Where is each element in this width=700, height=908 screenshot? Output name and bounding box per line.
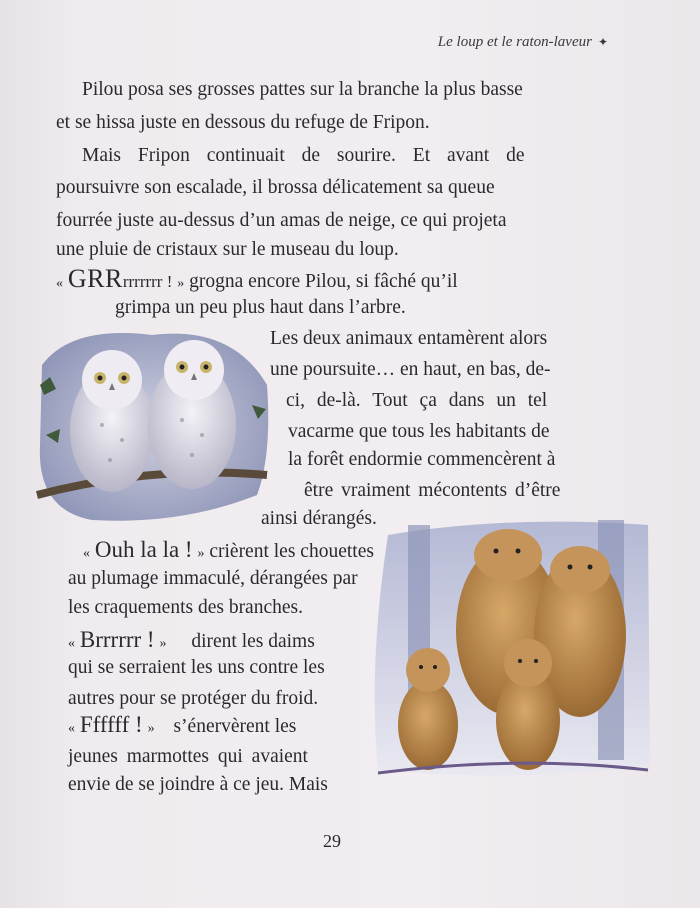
page-number: 29	[323, 831, 341, 851]
text-line: Les deux animaux entamèrent alors	[270, 328, 548, 349]
text-line: une pluie de cristaux sur le museau du loup.	[56, 239, 399, 260]
text-line: ci, de-là. Tout ça dans un tel	[286, 390, 548, 411]
ornament-icon: ✦	[597, 35, 608, 49]
running-title: Le loup et le raton-laveur	[437, 34, 592, 50]
running-header	[438, 34, 608, 51]
text-line-exclamation: « Ffffff ! » s’énervèrent les	[68, 712, 297, 737]
text-line: Pilou posa ses grosses pattes sur la branche la plus basse	[82, 79, 523, 100]
text-line-exclamation: « Brrrrrr ! » dirent les daims	[68, 627, 315, 652]
marmots-illustration	[368, 515, 653, 785]
text-line: qui se serraient les uns contre les	[68, 657, 325, 678]
text-line: une poursuite… en haut, en bas, de-	[270, 359, 551, 380]
text-line: envie de se joindre à ce jeu. Mais	[68, 774, 328, 795]
text-line: être vraiment mécontents d’être	[304, 480, 561, 501]
text-line: poursuivre son escalade, il brossa délicatement sa queue	[56, 177, 495, 198]
text-line: jeunes marmottes qui avaient	[68, 746, 308, 767]
text-line: ainsi dérangés.	[261, 508, 377, 529]
text-line: au plumage immaculé, dérangées par	[68, 568, 358, 589]
text-line: autres pour se protéger du froid.	[68, 688, 319, 709]
text-line: Mais Fripon continuait de sourire. Et avant de	[82, 145, 525, 166]
text-line-exclamation: « Ouh la la ! » crièrent les chouettes	[83, 537, 374, 562]
text-line: les craquements des branches.	[68, 597, 303, 618]
text-line: grimpa un peu plus haut dans l’arbre.	[115, 297, 406, 318]
text-line: la forêt endormie commencèrent à	[288, 449, 556, 470]
owls-illustration	[32, 325, 272, 525]
text-line: et se hissa juste en dessous du refuge de Fripon.	[56, 112, 430, 133]
text-line: fourrée juste au-dessus d’un amas de neige, ce qui projeta	[56, 210, 507, 231]
text-line: vacarme que tous les habitants de	[288, 421, 550, 442]
text-line-exclamation: « GRRrrrrrrr ! » grogna encore Pilou, si fâché qu’il	[56, 264, 458, 293]
